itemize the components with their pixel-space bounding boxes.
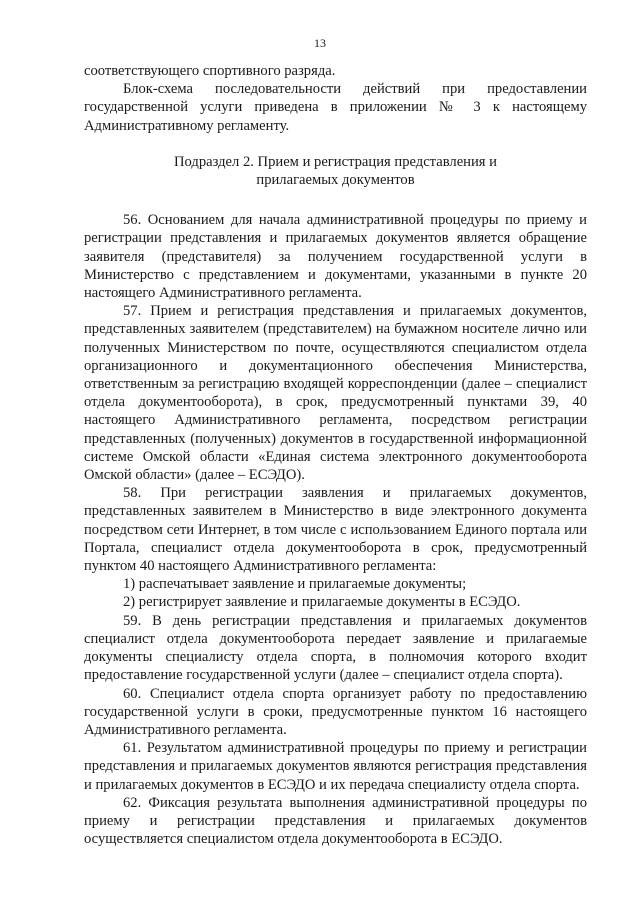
- paragraph-60: 60. Специалист отдела спорта организует работу по предоставлению государственной услуги в сроки, предусмотренные пунктом 16 настоящего Административного регламента.: [84, 685, 587, 738]
- paragraph-62: 62. Фиксация результата выполнения административной процедуры по приему и регистрации представления и прилагаемых документов осуществляется специалистом отдела документооборота в ЕСЭДО.: [84, 794, 587, 848]
- paragraph-58: 58. При регистрации заявления и прилагаемых документов, представленных заявителем в Министерство в виде электронного документа посредством сети Интернет, в том числе с использованием Единого портала или Портала, специалист отдела документооборота в срок, предусмотренный пунктом 40 настоящего Административного регламента:: [84, 485, 587, 575]
- document-body: [84, 62, 587, 848]
- paragraph-57: 57. Прием и регистрация представления и прилагаемых документов, представленных заявителем (представителем) на бумажном носителе лично или полученных Министерством по почте, осуществляются специалистом отдела организационного и документационного обеспечения Министерства, ответственным за регистрацию входящей корреспонденции (далее – специалист отдела документооборота), в срок, предусмотренный пунктами 39, 40 настоящего Административного регламента, посредством регистрации представленных (полученных) документов в государственной информационной системе Омской области «Единая система электронного документооборота Омской области» (далее – ЕСЭДО).: [84, 303, 587, 484]
- subsection-heading: [84, 153, 587, 189]
- subsection-heading-line-2: прилагаемых документов: [256, 172, 415, 189]
- paragraph-61: 61. Результатом административной процедуры по приему и регистрации представления и прилагаемых документов являются регистрация представления и прилагаемых документов в ЕСЭДО и их передача специалисту отдела спорта.: [84, 740, 587, 793]
- page-number: 13: [314, 36, 326, 50]
- paragraph-58-item-1: 1) распечатывает заявление и прилагаемые документы;: [123, 576, 467, 593]
- paragraph-58-item-2: 2) регистрирует заявление и прилагаемые документы в ЕСЭДО.: [123, 594, 521, 611]
- intro-continuation: соответствующего спортивного разряда.: [84, 63, 336, 79]
- paragraph-56: 56. Основанием для начала административной процедуры по приему и регистрации представления и прилагаемых документов является обращение заявителя (представителя) за получением государственной услуги в Министерство с представлением и документами, указанными в пункте 20 настоящего Административного регламента.: [84, 212, 587, 302]
- paragraph-59: 59. В день регистрации представления и прилагаемых документов специалист отдела документооборота передает заявление и прилагаемые документы специалисту отдела спорта, в полномочия которого входит предоставление государственной услуги (далее – специалист отдела спорта).: [84, 612, 587, 684]
- subsection-heading-line-1: Подраздел 2. Прием и регистрация представления и: [174, 153, 497, 170]
- block-scheme-paragraph: Блок-схема последовательности действий при предоставлении государственной услуги приведена в приложении № 3 к настоящему Административному регламенту.: [84, 81, 587, 134]
